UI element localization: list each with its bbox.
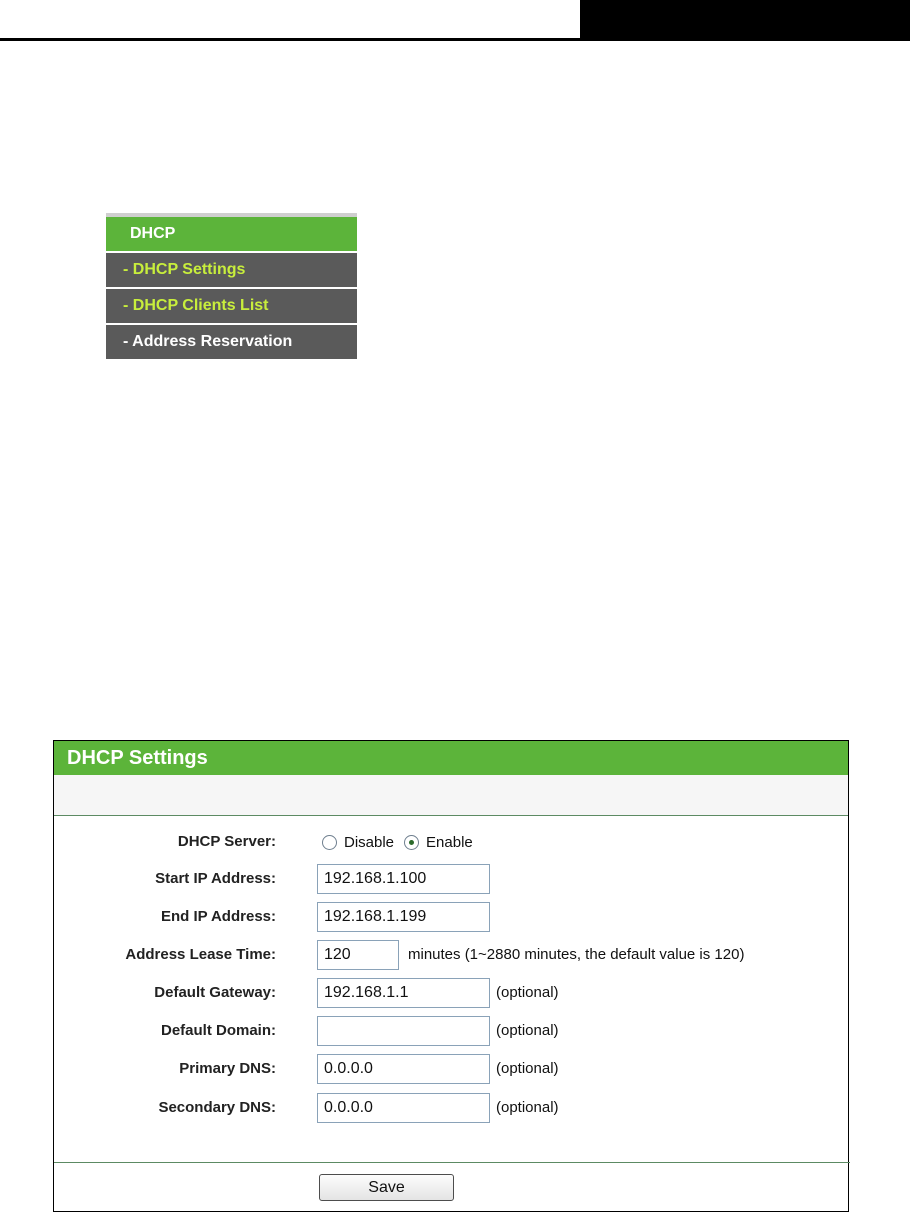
secondary-dns-input[interactable] — [317, 1093, 490, 1123]
disable-radio-label[interactable]: Disable — [344, 833, 395, 851]
primary-dns-label: Primary DNS: — [179, 1060, 276, 1077]
disable-radio[interactable] — [322, 835, 337, 850]
default-gateway-input[interactable] — [317, 978, 490, 1008]
default-gateway-label: Default Gateway: — [154, 984, 276, 1001]
document-header-rule — [0, 38, 910, 41]
lease-time-label: Address Lease Time: — [125, 946, 276, 963]
default-domain-label: Default Domain: — [160, 1022, 276, 1039]
enable-radio-label[interactable]: Enable — [426, 833, 473, 851]
end-ip-row — [54, 902, 850, 932]
document-header-tab — [580, 0, 910, 38]
start-ip-label: Start IP Address: — [155, 870, 276, 887]
dhcp-settings-panel — [53, 740, 849, 1212]
lease-time-row — [54, 940, 850, 970]
start-ip-input[interactable] — [317, 864, 490, 894]
enable-radio[interactable] — [404, 835, 419, 850]
menu-item-dhcp[interactable]: DHCP — [106, 217, 357, 251]
end-ip-input[interactable] — [317, 902, 490, 932]
default-domain-row — [54, 1016, 850, 1046]
dhcp-server-row — [54, 827, 850, 857]
primary-dns-input[interactable] — [317, 1054, 490, 1084]
panel-footer-divider — [54, 1162, 850, 1163]
dhcp-server-radio-group — [322, 827, 483, 857]
lease-time-note: minutes (1~2880 minutes, the default value is 120) — [408, 946, 745, 963]
primary-dns-note: (optional) — [496, 1060, 559, 1077]
secondary-dns-label: Secondary DNS: — [158, 1099, 276, 1116]
default-gateway-row — [54, 978, 850, 1008]
panel-title: DHCP Settings — [54, 741, 848, 775]
panel-header-strip — [54, 775, 848, 816]
dhcp-server-label: DHCP Server: — [177, 833, 276, 850]
default-domain-note: (optional) — [496, 1022, 559, 1039]
start-ip-row — [54, 864, 850, 894]
secondary-dns-row — [54, 1093, 850, 1123]
default-gateway-note: (optional) — [496, 984, 559, 1001]
menu-item-dhcp-clients-list[interactable]: - DHCP Clients List — [106, 289, 357, 323]
lease-time-input[interactable] — [317, 940, 399, 970]
menu-item-dhcp-settings[interactable]: - DHCP Settings — [106, 253, 357, 287]
secondary-dns-note: (optional) — [496, 1099, 559, 1116]
dhcp-menu — [106, 213, 357, 361]
end-ip-label: End IP Address: — [160, 908, 276, 925]
default-domain-input[interactable] — [317, 1016, 490, 1046]
save-button[interactable]: Save — [319, 1174, 454, 1201]
primary-dns-row — [54, 1054, 850, 1084]
menu-item-address-reservation[interactable]: - Address Reservation — [106, 325, 357, 359]
